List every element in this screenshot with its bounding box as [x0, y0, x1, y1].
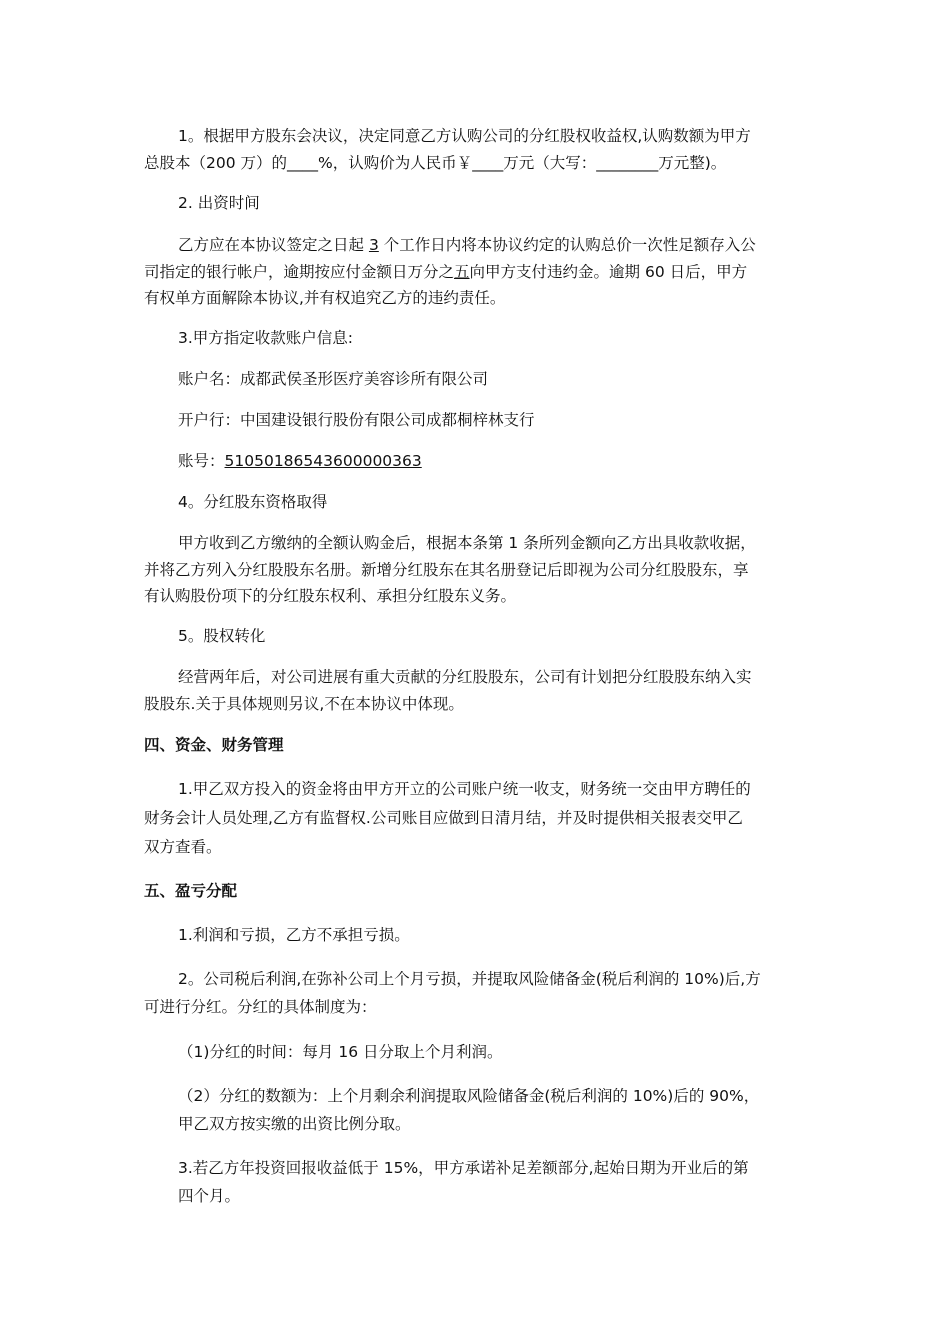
paragraph-6-line-2: 财务会计人员处理,乙方有监督权.公司账目应做到日清月结，并及时提供相关报表交甲乙	[144, 809, 743, 827]
section-5-heading: 五、盈亏分配	[144, 882, 238, 900]
paragraph-5-line-1: 经营两年后，对公司进展有重大贡献的分红股股东，公司有计划把分红股股东纳入实	[178, 668, 752, 686]
text-run: 有权单方面解除本协议,并有权追究乙方的违约责任。	[144, 289, 506, 307]
paragraph-2-line-3	[144, 288, 505, 308]
paragraph-4-line-2: 并将乙方列入分红股股东名册。新增分红股东在其名册登记后即视为公司分红股股东，享	[144, 561, 749, 579]
account-number	[178, 451, 422, 471]
account-number-label: 账号：	[178, 452, 225, 470]
heading-equity-conversion: 5。股权转化	[178, 627, 266, 645]
paragraph-7: 1.利润和亏损，乙方不承担亏损。	[178, 926, 410, 944]
paragraph-1-line-1: 1。根据甲方股东会决议，决定同意乙方认购公司的分红股权收益权,认购数额为甲方	[178, 127, 751, 145]
text-run: 向甲方支付违约金。逾期 60 日后，甲方	[469, 263, 748, 281]
paragraph-11-line-1: 3.若乙方年投资回报收益低于 15%，甲方承诺补足差额部分,起始日期为开业后的第	[178, 1159, 749, 1177]
paragraph-10-line-1: （2）分红的数额为：上个月剩余利润提取风险储备金(税后利润的 10%)后的 90%，	[178, 1087, 760, 1105]
text-run: 乙方应在本协议签定之日起	[178, 236, 369, 254]
account-number-value: 51050186543600000363	[224, 452, 422, 470]
text-run: 个工作日内将本协议约定的认购总价一次性足额存入公	[378, 236, 756, 254]
paragraph-11-line-2: 四个月。	[178, 1187, 241, 1205]
text-run: 司指定的银行帐户，逾期按应付金额日万分之	[144, 263, 455, 281]
paragraph-6-line-1: 1.甲乙双方投入的资金将由甲方开立的公司账户统一收支，财务统一交由甲方聘任的	[178, 780, 751, 798]
underlined-days: 3	[368, 236, 379, 254]
heading-shareholder-qualification: 4。分红股东资格取得	[178, 493, 328, 511]
heading-account-info: 3.甲方指定收款账户信息:	[178, 329, 354, 347]
paragraph-4-line-1: 甲方收到乙方缴纳的全额认购金后，根据本条第 1 条所列金额向乙方出具收款收据，	[178, 534, 756, 552]
heading-capital-time: 2. 出资时间	[178, 194, 260, 212]
paragraph-6-line-3: 双方查看。	[144, 838, 222, 856]
underlined-rate: 五	[454, 263, 470, 281]
paragraph-2-line-2	[144, 262, 747, 282]
paragraph-8-line-2: 可进行分红。分红的具体制度为：	[144, 998, 377, 1016]
paragraph-9: （1)分红的时间：每月 16 日分取上个月利润。	[178, 1043, 503, 1061]
section-4-heading: 四、资金、财务管理	[144, 736, 284, 754]
account-name: 账户名：成都武侯圣形医疗美容诊所有限公司	[178, 370, 489, 388]
paragraph-2-line-1	[178, 235, 756, 255]
paragraph-5-line-2: 股股东.关于具体规则另议,不在本协议中体现。	[144, 695, 464, 713]
account-bank: 开户行：中国建设银行股份有限公司成都桐梓林支行	[178, 411, 535, 429]
paragraph-8-line-1: 2。公司税后利润,在弥补公司上个月亏损，并提取风险储备金(税后利润的 10%)后,方	[178, 970, 761, 988]
paragraph-10-line-2: 甲乙双方按实缴的出资比例分取。	[178, 1115, 411, 1133]
paragraph-1-line-2: 总股本（200 万）的____%，认购价为人民币￥____万元（大写：________万元整)。	[144, 154, 727, 172]
paragraph-4-line-3: 有认购股份项下的分红股东权利、承担分红股东义务。	[144, 587, 517, 605]
